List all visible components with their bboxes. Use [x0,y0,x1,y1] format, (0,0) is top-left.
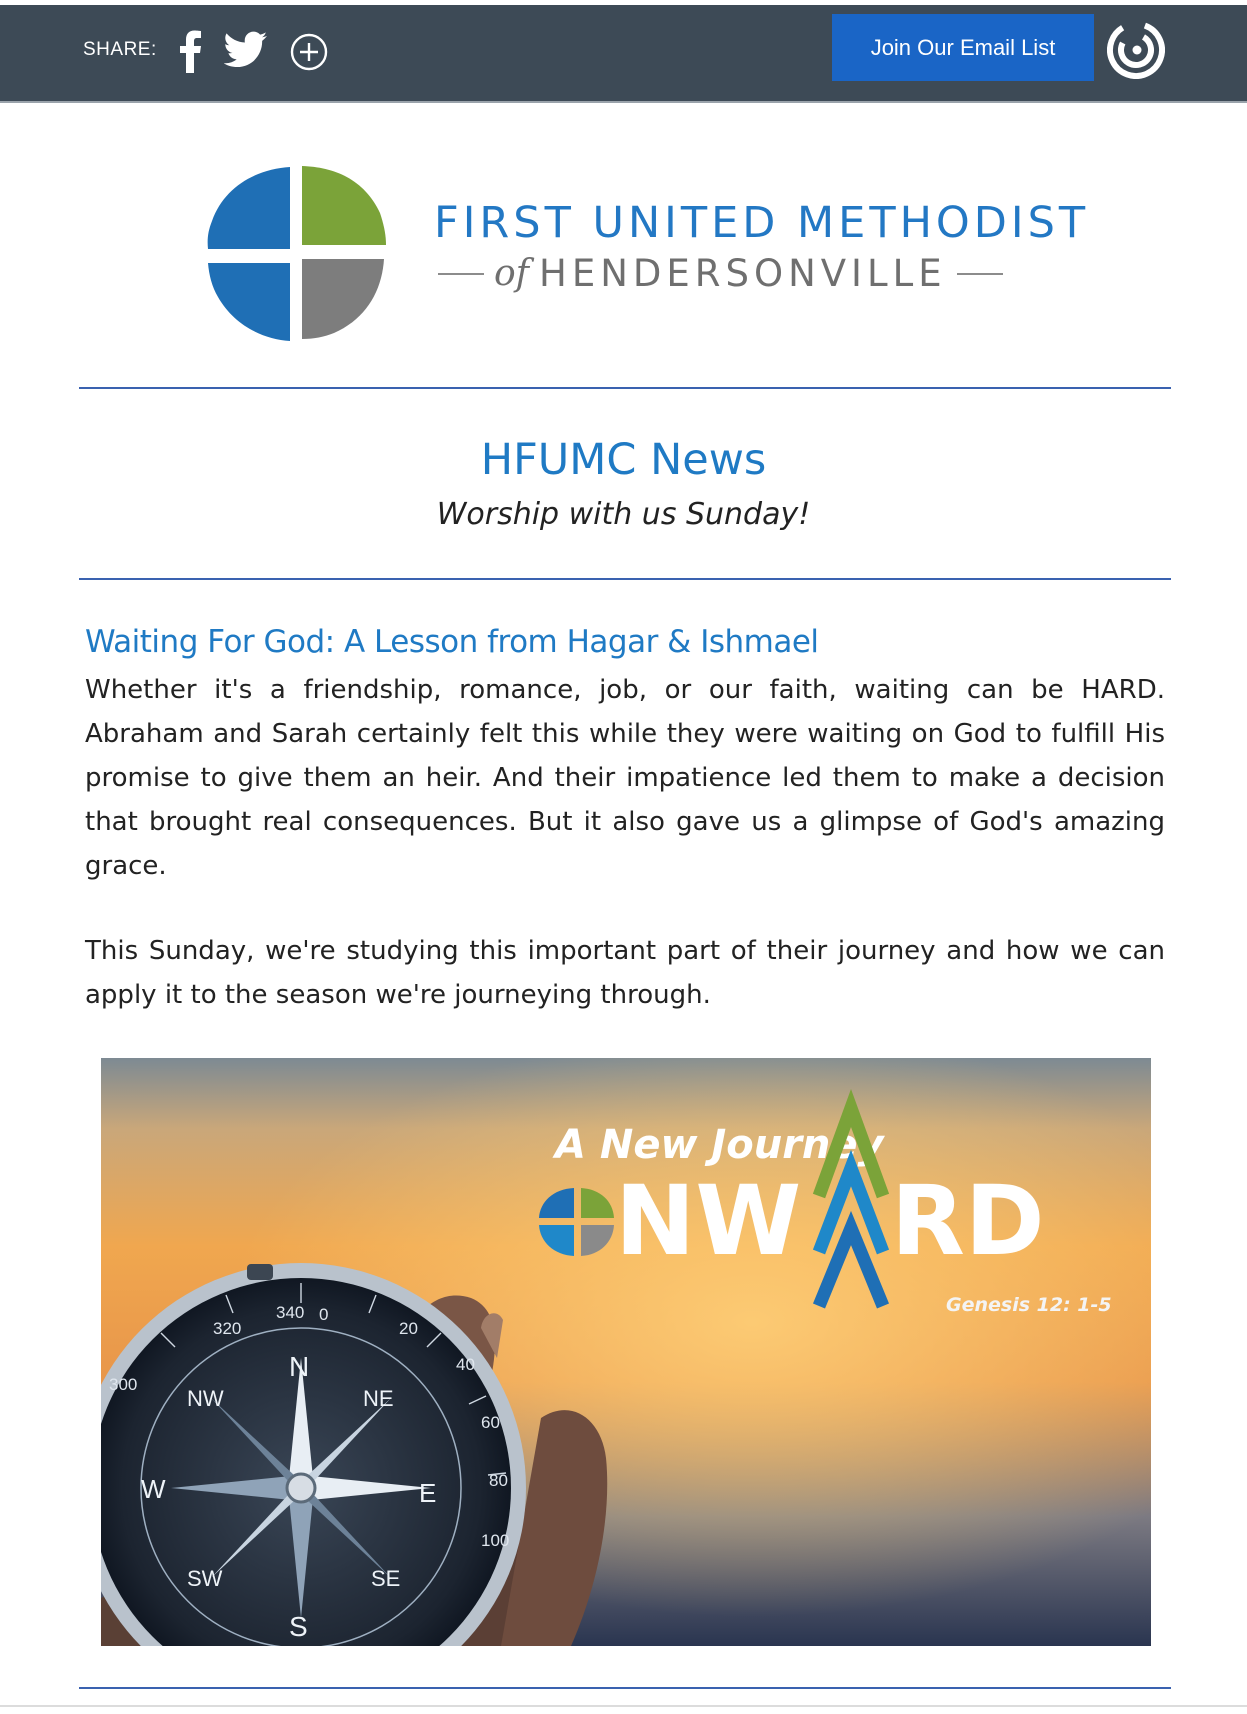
banner-word-end: RD [891,1165,1045,1277]
twitter-icon[interactable] [224,31,268,69]
compass-degree-40: 40 [456,1355,475,1374]
compass-degree-60: 60 [481,1413,500,1432]
brand-name-line2 [438,252,1003,295]
divider-middle [79,578,1171,580]
article-paragraph-2: This Sunday, we're studying this important part of their journey and how we can apply it to the season we're journeying through. [85,936,1165,1010]
compass-degree-0: 0 [319,1305,329,1324]
brand-of: of [494,253,529,294]
compass-point-s: S [289,1611,308,1642]
banner-word-start: NW [615,1165,802,1277]
banner-tagline: A New Journey [555,1122,884,1168]
article-paragraph-1: Whether it's a friendship, romance, job, or our faith, waiting can be HARD. Abraham and Sarah certainly felt this while they were waiting on God to fulfill His promise to give them an heir. And their impatience led them to make a decision that brought real consequences. But it also gave us a glimpse of God's amazing grace. [85,675,1165,881]
banner-scripture-reference: Genesis 12: 1-5 [946,1294,1112,1316]
constant-contact-logo-icon[interactable] [1107,21,1165,79]
divider-top [79,387,1171,389]
brand-name-line1: FIRST UNITED METHODIST [434,198,1090,248]
brand-dash-right [957,273,1003,275]
divider-bottom [79,1687,1171,1689]
plus-circle-icon[interactable] [290,33,328,71]
compass-degree-320: 320 [213,1319,242,1338]
compass-point-nw: NW [187,1386,224,1411]
sermon-banner-image[interactable] [101,1058,1151,1646]
share-label: SHARE: [83,39,157,60]
compass-point-w: W [141,1474,166,1504]
church-cross-logo-icon [204,163,388,345]
join-email-list-button[interactable]: Join Our Email List [832,14,1094,81]
bottom-edge [0,1705,1247,1707]
article-heading: Waiting For God: A Lesson from Hagar & Ishmael [85,624,819,660]
newsletter-subtitle: Worship with us Sunday! [436,497,811,532]
compass-degree-100: 100 [481,1531,510,1550]
facebook-icon[interactable] [178,29,202,73]
compass-degree-20: 20 [399,1319,418,1338]
compass-point-ne: NE [363,1386,394,1411]
compass-degree-300: 300 [109,1375,138,1394]
compass-point-e: E [419,1478,437,1508]
compass-point-sw: SW [187,1566,223,1591]
compass-point-se: SE [371,1566,401,1591]
compass-point-n: N [289,1351,310,1382]
brand-dash-left [438,273,484,275]
compass-degree-340: 340 [276,1303,305,1322]
brand-city: HENDERSONVILLE [539,252,947,295]
newsletter-title: HFUMC News [480,435,767,485]
compass-degree-80: 80 [489,1471,508,1490]
share-bar [0,5,1247,103]
